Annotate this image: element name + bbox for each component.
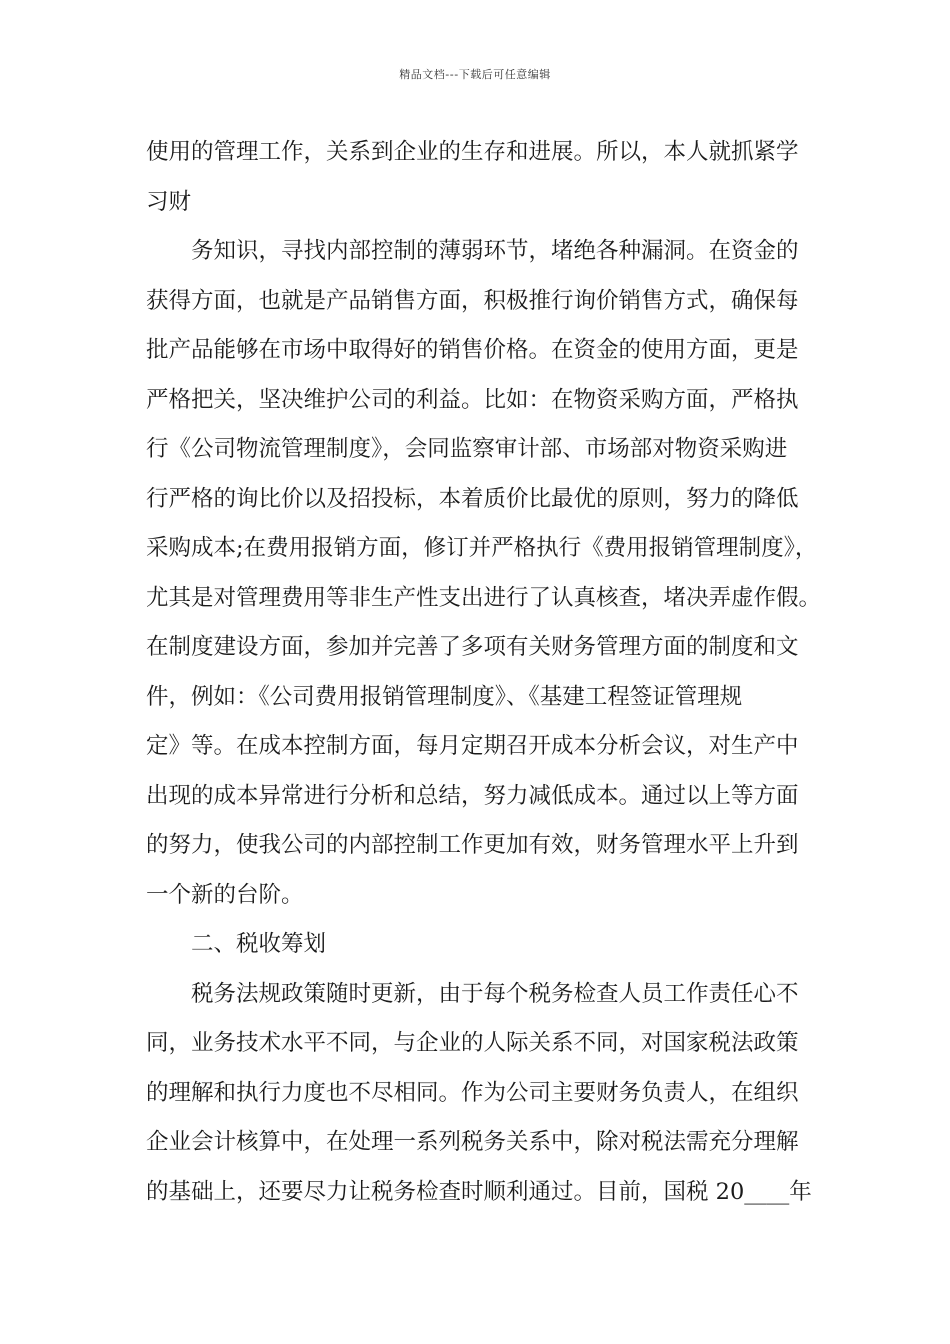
page-header: 精品文档---下载后可任意编辑: [399, 68, 551, 81]
text-line: 的基础上，还要尽力让税务检查时顺利通过。目前，国税 20____年: [146, 1178, 812, 1205]
text-line: 采购成本;在费用报销方面，修订并严格执行《费用报销管理制度》，: [146, 535, 818, 561]
text-line: 的理解和执行力度也不尽相同。作为公司主要财务负责人，在组织: [146, 1079, 799, 1106]
text-line: 出现的成本异常进行分析和总结，努力减低成本。通过以上等方面: [146, 782, 799, 809]
text-line: 一个新的台阶。: [146, 881, 304, 908]
paragraph-start: 税务法规政策随时更新，由于每个税务检查人员工作责任心不: [191, 980, 799, 1007]
text-line: 件，例如：《公司费用报销管理制度》、《基建工程签证管理规: [146, 683, 743, 710]
text-line: 获得方面，也就是产品销售方面，积极推行询价销售方式，确保每: [146, 287, 799, 314]
text-line: 在制度建设方面，参加并完善了多项有关财务管理方面的制度和文: [146, 634, 799, 660]
text-line: 定》等。在成本控制方面，每月定期召开成本分析会议，对生产中: [146, 733, 799, 759]
text-line: 批产品能够在市场中取得好的销售价格。在资金的使用方面，更是: [146, 337, 799, 363]
document-body: [146, 132, 822, 1221]
text-line: 严格把关，坚决维护公司的利益。比如：在物资采购方面，严格执: [146, 386, 799, 413]
text-line: 同，业务技术水平不同，与企业的人际关系不同，对国家税法政策: [146, 1030, 799, 1056]
text-line: 尤其是对管理费用等非生产性支出进行了认真核查，堵决弄虚作假。: [146, 584, 822, 611]
text-line: 的努力，使我公司的内部控制工作更加有效，财务管理水平上升到: [146, 832, 799, 858]
paragraph-start: 务知识，寻找内部控制的薄弱环节，堵绝各种漏洞。在资金的: [191, 238, 799, 264]
section-heading: 二、税收筹划: [191, 931, 327, 957]
text-line: 习财: [146, 188, 192, 215]
text-line: 行严格的询比价以及招投标，本着质价比最优的原则，努力的降低: [146, 485, 799, 512]
text-line: 企业会计核算中，在处理一系列税务关系中，除对税法需充分理解: [146, 1129, 799, 1155]
text-line: 使用的管理工作，关系到企业的生存和进展。所以，本人就抓紧学: [146, 139, 799, 165]
text-line: 行《公司物流管理制度》，会同监察审计部、市场部对物资采购进: [146, 436, 788, 462]
